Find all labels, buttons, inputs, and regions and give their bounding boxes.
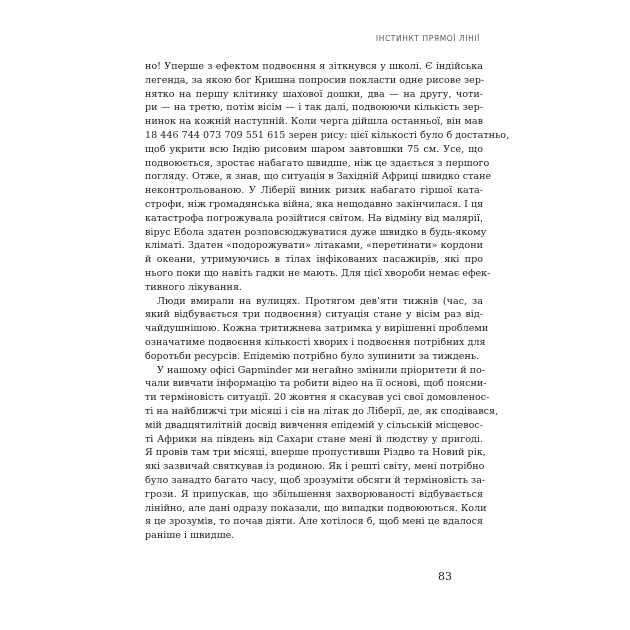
- text-line: нинок на кожній наступній. Коли черга дійшла останньої, він мав: [145, 116, 483, 128]
- text-line: чали вивчати інформацію та робити відео на її основі, щоб поясни-: [145, 378, 487, 390]
- text-line: кліматі. Здатен «подорожувати» літаками, «перетинати» кордони: [145, 240, 483, 252]
- text-line: ті на найближчі три місяці і сів на літак до Ліберії, де, як сподівався,: [145, 405, 499, 417]
- text-line: Я провів там три місяці, вперше пропустивши Різдво та Новий рік,: [145, 447, 486, 459]
- text-line: нього поки що навіть гадки не мають. Для цієї хвороби немає ефек-: [145, 267, 491, 279]
- text-line: ри — на третю, потім вісім — і так далі, подвоюючи кількість зер-: [145, 102, 483, 114]
- page-number: 83: [438, 570, 452, 583]
- text-line: які зазвичай святкував із родиною. Як і решті світу, мені потрібно: [145, 461, 485, 473]
- text-line: грози. Я припускав, що збільшення захворюваності відбувається: [145, 488, 483, 500]
- text-line: легенда, за якою бог Кришна попросив покласти одне рисове зер-: [145, 74, 485, 86]
- paragraph: [145, 60, 510, 295]
- text-line: лінійно, але дані одразу показали, що випадки подвоюються. Коли: [145, 502, 487, 514]
- text-line: строфи, ніж громадянська війна, яка нещодавно закінчилася. І ця: [145, 198, 484, 210]
- paragraph: [145, 364, 499, 543]
- text-line: катастрофа погрожувала розійтися світом. На відміну від малярії,: [145, 212, 483, 224]
- text-line: боротьби ресурсів. Епідемію потрібно було зупинити за тиждень.: [145, 350, 480, 362]
- text-line: тивного лікування.: [145, 281, 242, 293]
- body-text: [145, 60, 510, 543]
- text-line: подвоюється, зростає набагато швидше, ніж це здається з першого: [145, 157, 490, 169]
- text-line: який відбувається три подвоєння) ситуація стане у вісім раз від-: [145, 309, 483, 321]
- text-line: було занадто багато часу, щоб зрозуміти обсяги й терміновість за-: [145, 474, 486, 486]
- text-line: й океани, утримуючись в тілах інфікованих пасажирів, які про: [145, 254, 483, 266]
- paragraph: [145, 295, 489, 364]
- text-line: неконтрольованою. У Ліберії виник ризик набагато гіршої ката-: [145, 185, 483, 197]
- text-line: раніше і швидше.: [145, 530, 235, 542]
- text-line: ті Африки на південь від Сахари стане мені й людству у пригоді.: [145, 433, 483, 445]
- text-line: чайдушнішою. Кожна тритижнева затримка у вирішенні проблеми: [145, 323, 489, 335]
- text-line: вірус Ебола здатен розповсюджуватися дуже швидко в будь-якому: [145, 226, 487, 238]
- text-line: но! Уперше з ефектом подвоєння я зіткнувся у школі. Є індійська: [145, 61, 483, 72]
- text-line: щоб укрити всю Індію рисовим шаром завтовшки 75 см. Усе, що: [145, 143, 483, 155]
- text-line: ти терміновість ситуації. 20 жовтня я скасував усі свої домовленос-: [145, 392, 490, 404]
- text-line: погляду. Отже, я знав, що ситуація в Західній Африці швидко стане: [145, 171, 492, 183]
- text-line: 18 446 744 073 709 551 615 зерен рису: цієї кількості було б достатньо,: [145, 129, 510, 141]
- text-line: я це зрозумів, то почав діяти. Але хотілося б, щоб мені це вдалося: [145, 516, 483, 528]
- text-line: означатиме подвоєння кількості хворих і подвоєння потрібних для: [145, 336, 486, 348]
- text-line: мій двадцятилітній досвід вивчення епідемій у сільській місцевос-: [145, 419, 483, 431]
- text-line: Люди вмирали на вулицях. Протягом дев’яти тижнів (час, за: [157, 295, 483, 307]
- text-line: нятко на першу клітинку шахової дошки, два — на другу, чоти-: [145, 88, 483, 100]
- running-header: ІНСТИНКТ ПРЯМОЇ ЛІНІЇ: [375, 34, 480, 43]
- text-line: У нашому офісі Gapminder ми негайно змінили пріоритети й по-: [157, 364, 486, 376]
